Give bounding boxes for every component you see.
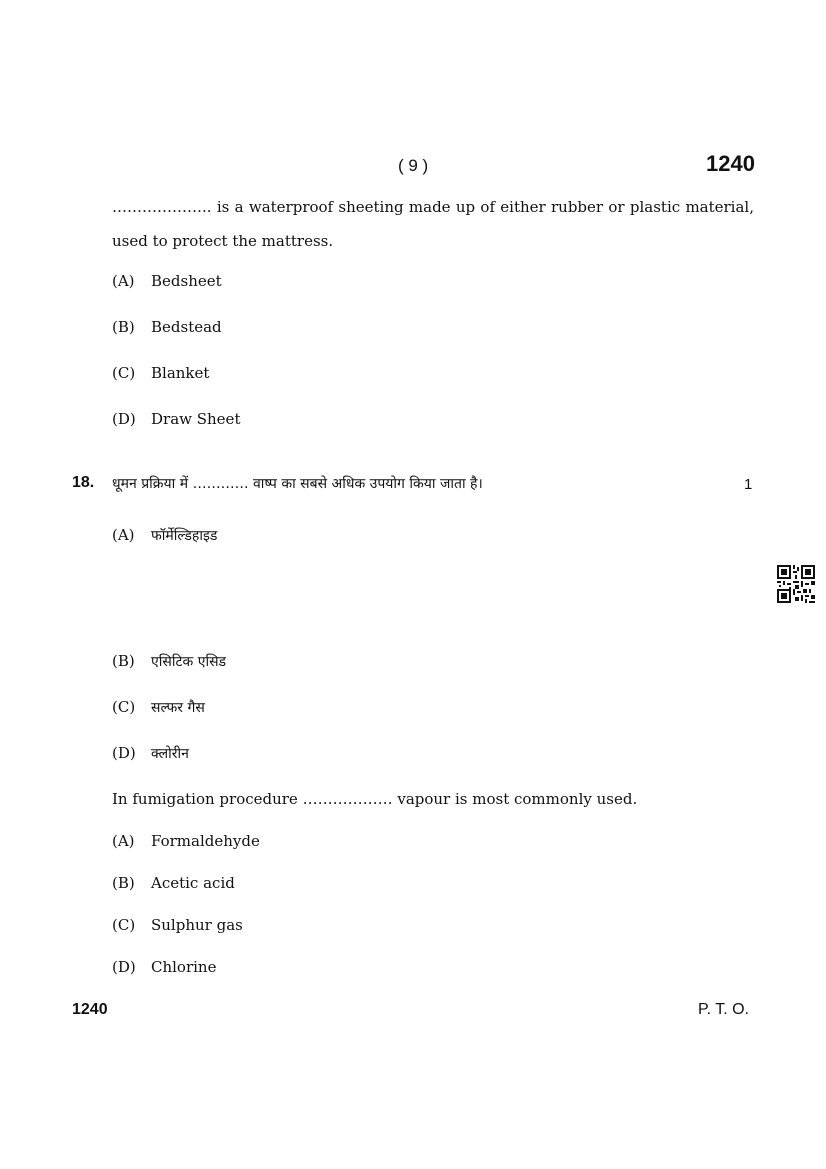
question-18-marks: 1 xyxy=(744,476,753,493)
page-number: ( 9 ) xyxy=(398,156,429,175)
q18-english-option-b xyxy=(112,873,235,893)
option-label: (C) xyxy=(112,364,136,382)
option-text: एसिटिक एसिड xyxy=(151,654,227,670)
option-label: (C) xyxy=(112,916,136,934)
paper-code-footer: 1240 xyxy=(72,1001,108,1018)
option-label: (C) xyxy=(112,698,136,716)
option-label: (A) xyxy=(112,272,135,290)
q18-english-option-d xyxy=(112,957,216,977)
question-17-text: ……………….. is a waterproof sheeting made up of either rubber or plastic material, used to protect the mattress. xyxy=(112,198,754,250)
option-text: Formaldehyde xyxy=(151,832,260,850)
option-text: Chlorine xyxy=(151,958,217,976)
q18-hindi-option-a xyxy=(112,525,217,546)
option-label: (A) xyxy=(112,832,135,850)
question-18-hindi-text: धूमन प्रक्रिया में ………… वाष्प का सबसे अधिक उपयोग किया जाता है। xyxy=(112,476,483,492)
option-text: Blanket xyxy=(151,364,210,382)
option-text: Acetic acid xyxy=(151,874,235,892)
option-label: (B) xyxy=(112,652,135,670)
question-18-number: 18. xyxy=(72,474,95,491)
q18-hindi-option-b xyxy=(112,651,226,672)
option-text: Bedstead xyxy=(151,318,222,336)
option-text: क्लोरीन xyxy=(151,746,189,762)
option-label: (D) xyxy=(112,744,136,762)
option-label: (A) xyxy=(112,526,135,544)
q17-option-b xyxy=(112,317,222,337)
q18-hindi-option-c xyxy=(112,697,205,718)
paper-code-header: 1240 xyxy=(706,151,755,176)
option-text: सल्फर गैस xyxy=(151,700,205,716)
q18-hindi-option-d xyxy=(112,743,189,764)
option-text: Bedsheet xyxy=(151,272,222,290)
option-label: (B) xyxy=(112,318,135,336)
pto-label: P. T. O. xyxy=(698,1001,749,1018)
option-label: (B) xyxy=(112,874,135,892)
q17-option-a xyxy=(112,271,222,291)
option-label: (D) xyxy=(112,958,136,976)
option-text: Sulphur gas xyxy=(151,916,243,934)
q17-option-d xyxy=(112,409,240,429)
option-text: फॉर्मेल्डिहाइड xyxy=(151,528,218,544)
question-18-english-text: In fumigation procedure ……………… vapour is most commonly used. xyxy=(112,790,638,808)
option-label: (D) xyxy=(112,410,136,428)
q18-english-option-a xyxy=(112,831,260,851)
q18-english-option-c xyxy=(112,915,243,935)
option-text: Draw Sheet xyxy=(151,410,241,428)
qr-code-icon xyxy=(777,565,815,603)
q17-option-c xyxy=(112,363,209,383)
